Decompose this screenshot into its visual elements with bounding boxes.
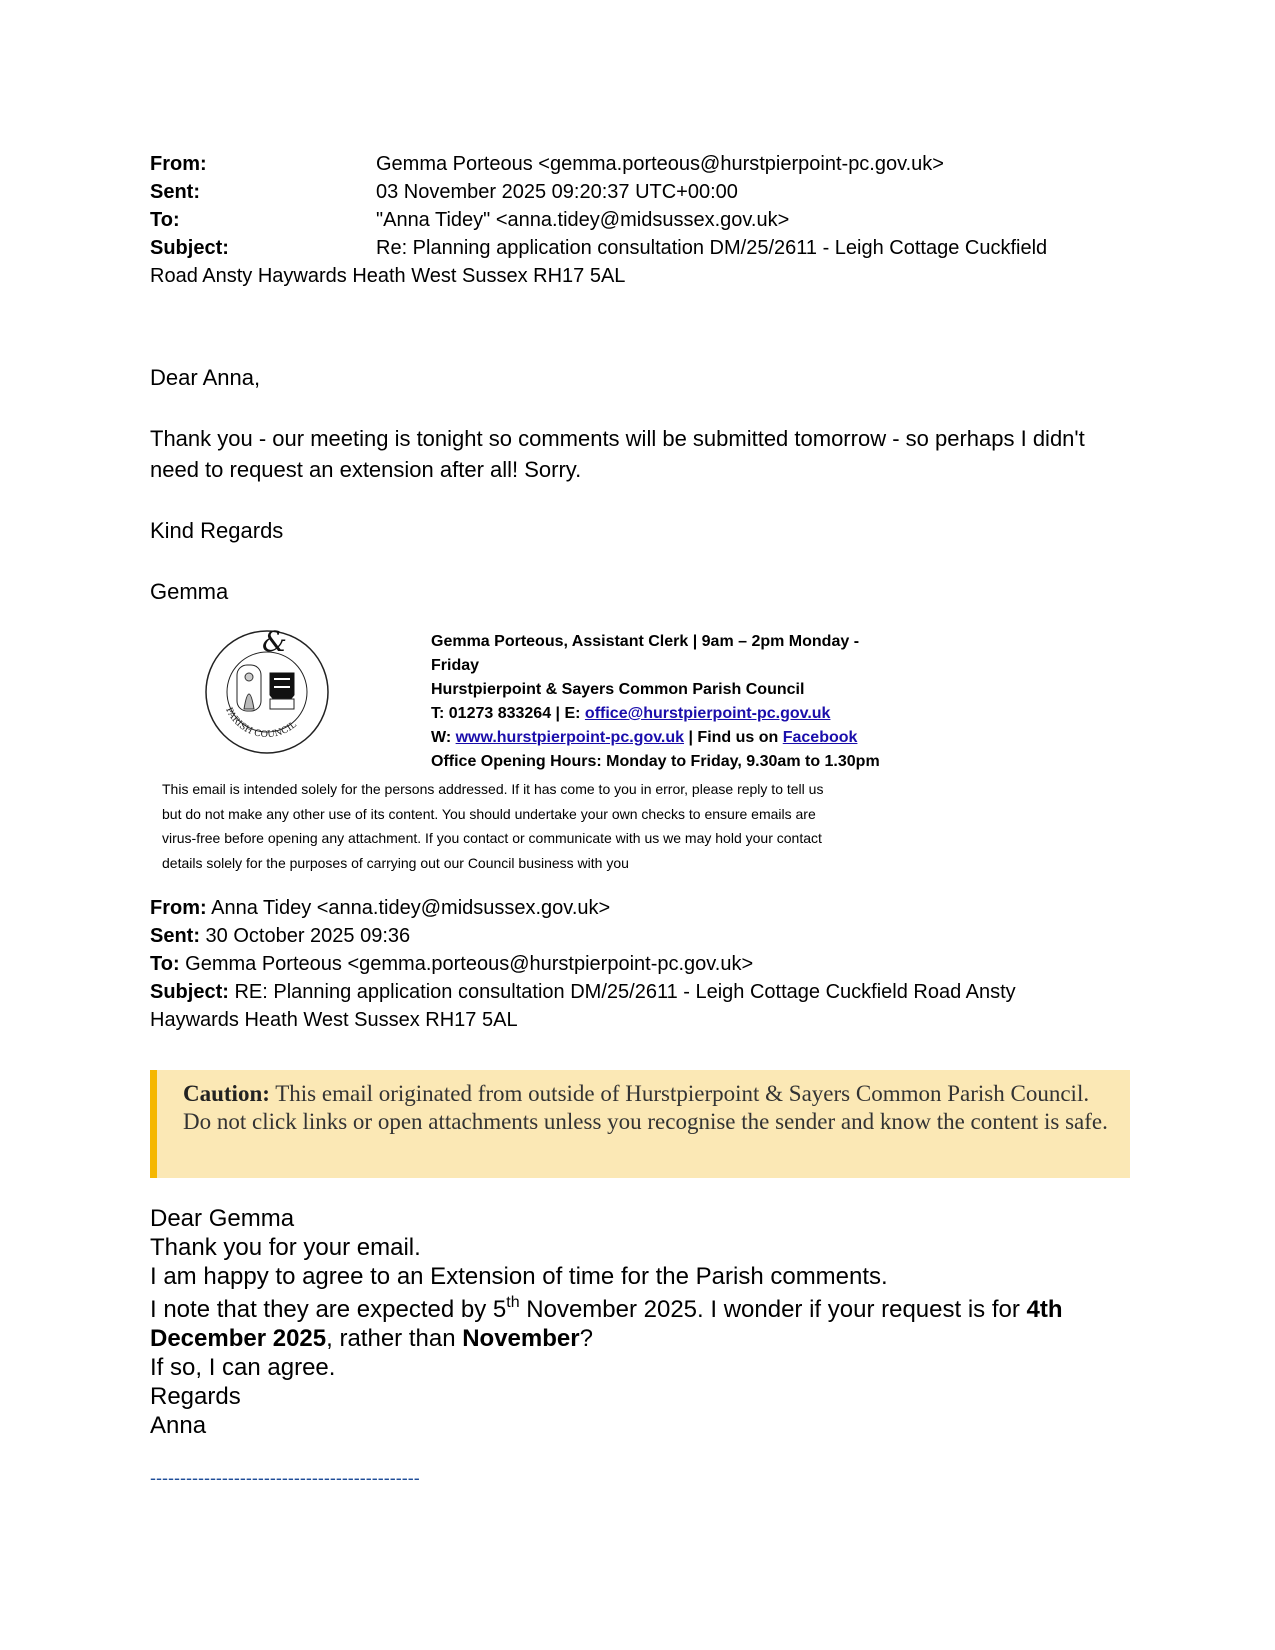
sig-find-us: | Find us on (684, 729, 783, 746)
reply-text: ? (579, 1325, 593, 1352)
to-label: To: (150, 209, 180, 231)
website-link[interactable]: www.hurstpierpoint-pc.gov.uk (455, 729, 685, 746)
reply-line: I am happy to agree to an Extension of time for the Parish comments. (150, 1263, 888, 1290)
sent-label: Sent: (150, 181, 200, 203)
subject-value-2: RE: Planning application consultation DM/25/2611 - Leigh Cottage Cuckfield Road Ansty Haywards Heath West Sussex RH17 5AL (150, 981, 1016, 1031)
signoff: Gemma (150, 579, 229, 604)
greeting: Dear Anna, (150, 365, 261, 390)
reply-greeting: Dear Gemma (150, 1205, 295, 1232)
reply-line-dates (150, 1295, 1130, 1353)
to-value: "Anna Tidey" <anna.tidey@midsussex.gov.uk> (376, 209, 790, 231)
sig-name-role: Gemma Porteous, Assistant Clerk | 9am – 2pm Monday - (431, 633, 860, 650)
email2-header (150, 894, 1050, 1034)
svg-text:&: & (262, 629, 287, 658)
closing: Kind Regards (150, 518, 284, 543)
sig-organisation: Hurstpierpoint & Sayers Common Parish Council (431, 681, 805, 698)
message-paragraph: Thank you - our meeting is tonight so comments will be submitted tomorrow - so perhaps I didn't need to request an extension after all! Sorry. (150, 426, 1085, 482)
from-label: From: (150, 153, 207, 175)
email1-header (150, 150, 1130, 290)
disclaimer-line: This email is intended solely for the persons addressed. If it has come to you in error, please reply to tell us (162, 781, 824, 797)
sig-web-prefix: W: (431, 729, 456, 746)
reply-line: If so, I can agree. (150, 1354, 336, 1381)
to-value-2: Gemma Porteous <gemma.porteous@hurstpierpoint-pc.gov.uk> (179, 953, 754, 975)
subject-value-line1: Re: Planning application consultation DM/25/2611 - Leigh Cottage Cuckfield (376, 237, 1048, 259)
disclaimer-line: but do not make any other use of its content. You should undertake your own checks to ensure emails are (162, 805, 816, 822)
sig-office-hours: Office Opening Hours: Monday to Friday, 9.30am to 1.30pm (431, 753, 880, 770)
from-value-2: Anna Tidey <anna.tidey@midsussex.gov.uk> (206, 897, 611, 919)
office-email-link[interactable]: office@hurstpierpoint-pc.gov.uk (584, 705, 831, 722)
sent-row-2 (150, 922, 1050, 950)
from-row (150, 150, 1130, 178)
to-row (150, 206, 1130, 234)
sent-row (150, 178, 1130, 206)
caution-label: Caution: (183, 1081, 270, 1106)
sig-contact-line (431, 702, 891, 726)
sent-value-2: 30 October 2025 09:36 (200, 925, 411, 947)
sent-label-2: Sent: (150, 925, 200, 947)
caution-text: This email originated from outside of Hurstpierpoint & Sayers Common Parish Council. Do not click links or open attachments unless you recognise the sender and know the content is safe. (183, 1081, 1108, 1134)
reply-text: November 2025. I wonder if your request is for (519, 1296, 1027, 1323)
from-row-2 (150, 894, 1050, 922)
email1-body (150, 362, 1130, 607)
reply-line: Thank you for your email. (150, 1234, 421, 1261)
reply-bold-date: 4th December 2025 (150, 1296, 1063, 1352)
from-value: Gemma Porteous <gemma.porteous@hurstpierpoint-pc.gov.uk> (376, 153, 944, 175)
reply-sup: th (506, 1294, 520, 1311)
email-document (150, 150, 1130, 1488)
sig-web-line (431, 726, 891, 750)
subject-row-2 (150, 978, 1050, 1034)
separator-line: --------------------------------------------- (150, 1468, 420, 1488)
reply-bold-month: November (462, 1325, 580, 1352)
disclaimer (162, 777, 902, 875)
reply-closing: Regards (150, 1383, 241, 1410)
facebook-link[interactable]: Facebook (782, 729, 858, 746)
subject-label-2: Subject: (150, 981, 229, 1003)
to-row-2 (150, 950, 1050, 978)
sig-phone: T: 01273 833264 | E: (431, 705, 585, 722)
subject-label: Subject: (150, 237, 229, 259)
disclaimer-line: virus-free before opening any attachment. If you contact or communicate with us we may hold your contact (162, 830, 822, 846)
email2-body (150, 1204, 1130, 1440)
logo-text-bottom: PARISH COUNCIL (223, 706, 299, 741)
to-label-2: To: (150, 953, 180, 975)
disclaimer-line: details solely for the purposes of carrying out our Council business with you (162, 854, 629, 871)
subject-row (150, 234, 1130, 290)
subject-value-line2: Road Ansty Haywards Heath West Sussex RH17 5AL (150, 265, 626, 287)
signature-text (431, 630, 891, 774)
sig-name-role-cont: Friday (431, 657, 480, 674)
reply-text: I note that they are expected by 5 (150, 1296, 507, 1323)
reply-signoff: Anna (150, 1412, 207, 1439)
reply-text: , rather than (326, 1325, 463, 1352)
caution-banner (150, 1070, 1130, 1178)
sent-value: 03 November 2025 09:20:37 UTC+00:00 (376, 181, 738, 203)
from-label-2: From: (150, 897, 207, 919)
parish-council-logo (204, 629, 330, 755)
email-signature (150, 625, 1130, 775)
